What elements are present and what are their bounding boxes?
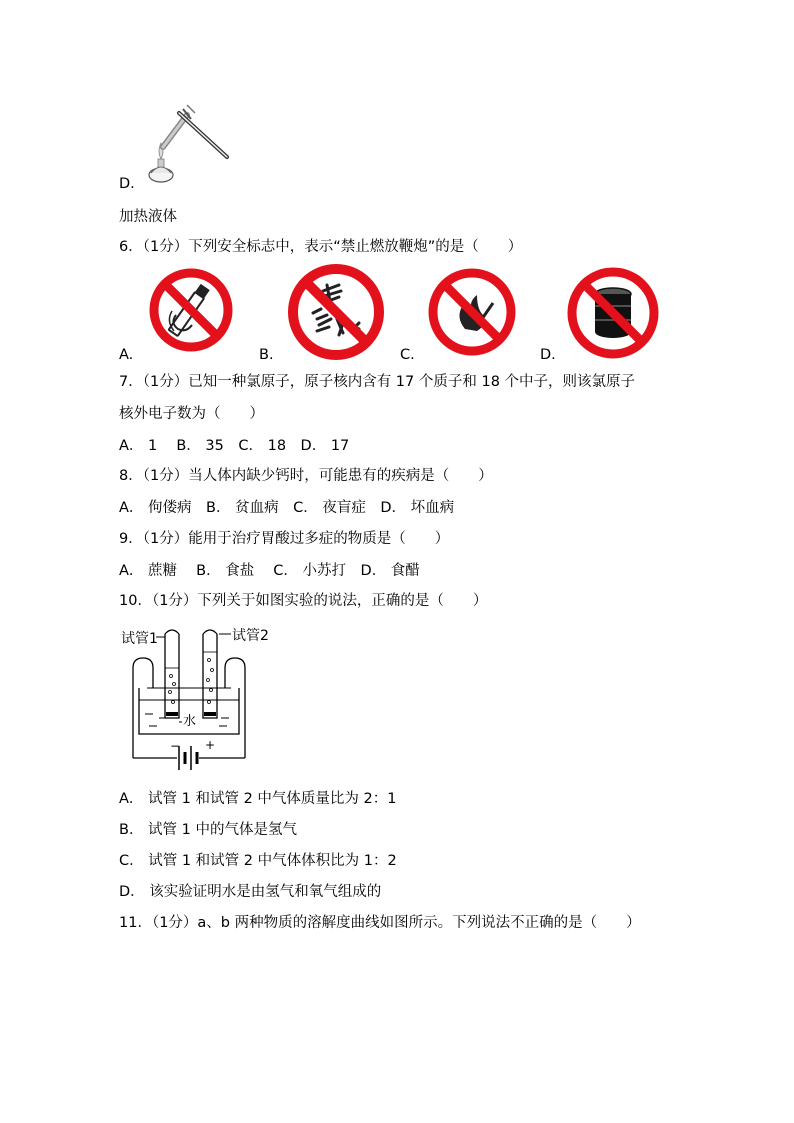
q11-stem: 11．（1分）a、b 两种物质的溶解度曲线如图所示。下列说法不正确的是（ ） [119, 915, 641, 931]
q7-stem-line1: 7．（1分）已知一种氯原子，原子核内含有 17 个质子和 18 个中子，则该氯原子 [119, 374, 636, 390]
q10-option-c: C． 试管 1 和试管 2 中气体体积比为 1：2 [119, 853, 397, 869]
q8-options: A． 佝偻病 B． 贫血病 C． 夜盲症 D． 坏血病 [119, 500, 455, 516]
no-smoking-icon [148, 267, 234, 353]
q8-stem: 8．（1分）当人体内缺少钙时，可能患有的疾病是（ ） [119, 468, 493, 484]
no-fireworks-icon [287, 263, 385, 361]
q6-option-d-label: D. [540, 347, 556, 363]
q7-options: A． 1 B． 35 C． 18 D． 17 [119, 438, 350, 454]
q5-option-d-caption: 加热液体 [119, 209, 177, 225]
minus-sign: − [170, 739, 181, 753]
q5-option-d-label: D. [119, 176, 135, 192]
heating-liquid-figure [143, 103, 233, 187]
q10-option-b: B． 试管 1 中的气体是氢气 [119, 822, 297, 838]
no-oil-drum-icon [566, 266, 660, 360]
no-open-flame-icon [427, 267, 517, 357]
q10-option-d: D． 该实验证明水是由氢气和氧气组成的 [119, 884, 382, 900]
q6-option-c-label: C. [400, 347, 415, 363]
q6-option-b-label: B. [259, 347, 274, 363]
plus-sign: + [205, 738, 216, 752]
q9-stem: 9．（1分）能用于治疗胃酸过多症的物质是（ ） [119, 531, 450, 547]
tube2-label: 试管2 [232, 628, 269, 644]
q7-stem-line2: 核外电子数为（ ） [119, 406, 264, 422]
tube1-label: 试管1 [121, 631, 158, 647]
q6-stem: 6．（1分）下列安全标志中，表示“禁止燃放鞭炮”的是（ ） [119, 239, 523, 255]
q6-option-a-label: A. [119, 347, 134, 363]
q9-options: A． 蔗糖 B． 食盐 C． 小苏打 D． 食醋 [119, 563, 420, 579]
water-label: 水 [182, 710, 197, 729]
q10-stem: 10．（1分）下列关于如图实验的说法，正确的是（ ） [119, 593, 488, 609]
q10-option-a: A． 试管 1 和试管 2 中气体质量比为 2：1 [119, 791, 397, 807]
electrolysis-figure [119, 622, 279, 780]
